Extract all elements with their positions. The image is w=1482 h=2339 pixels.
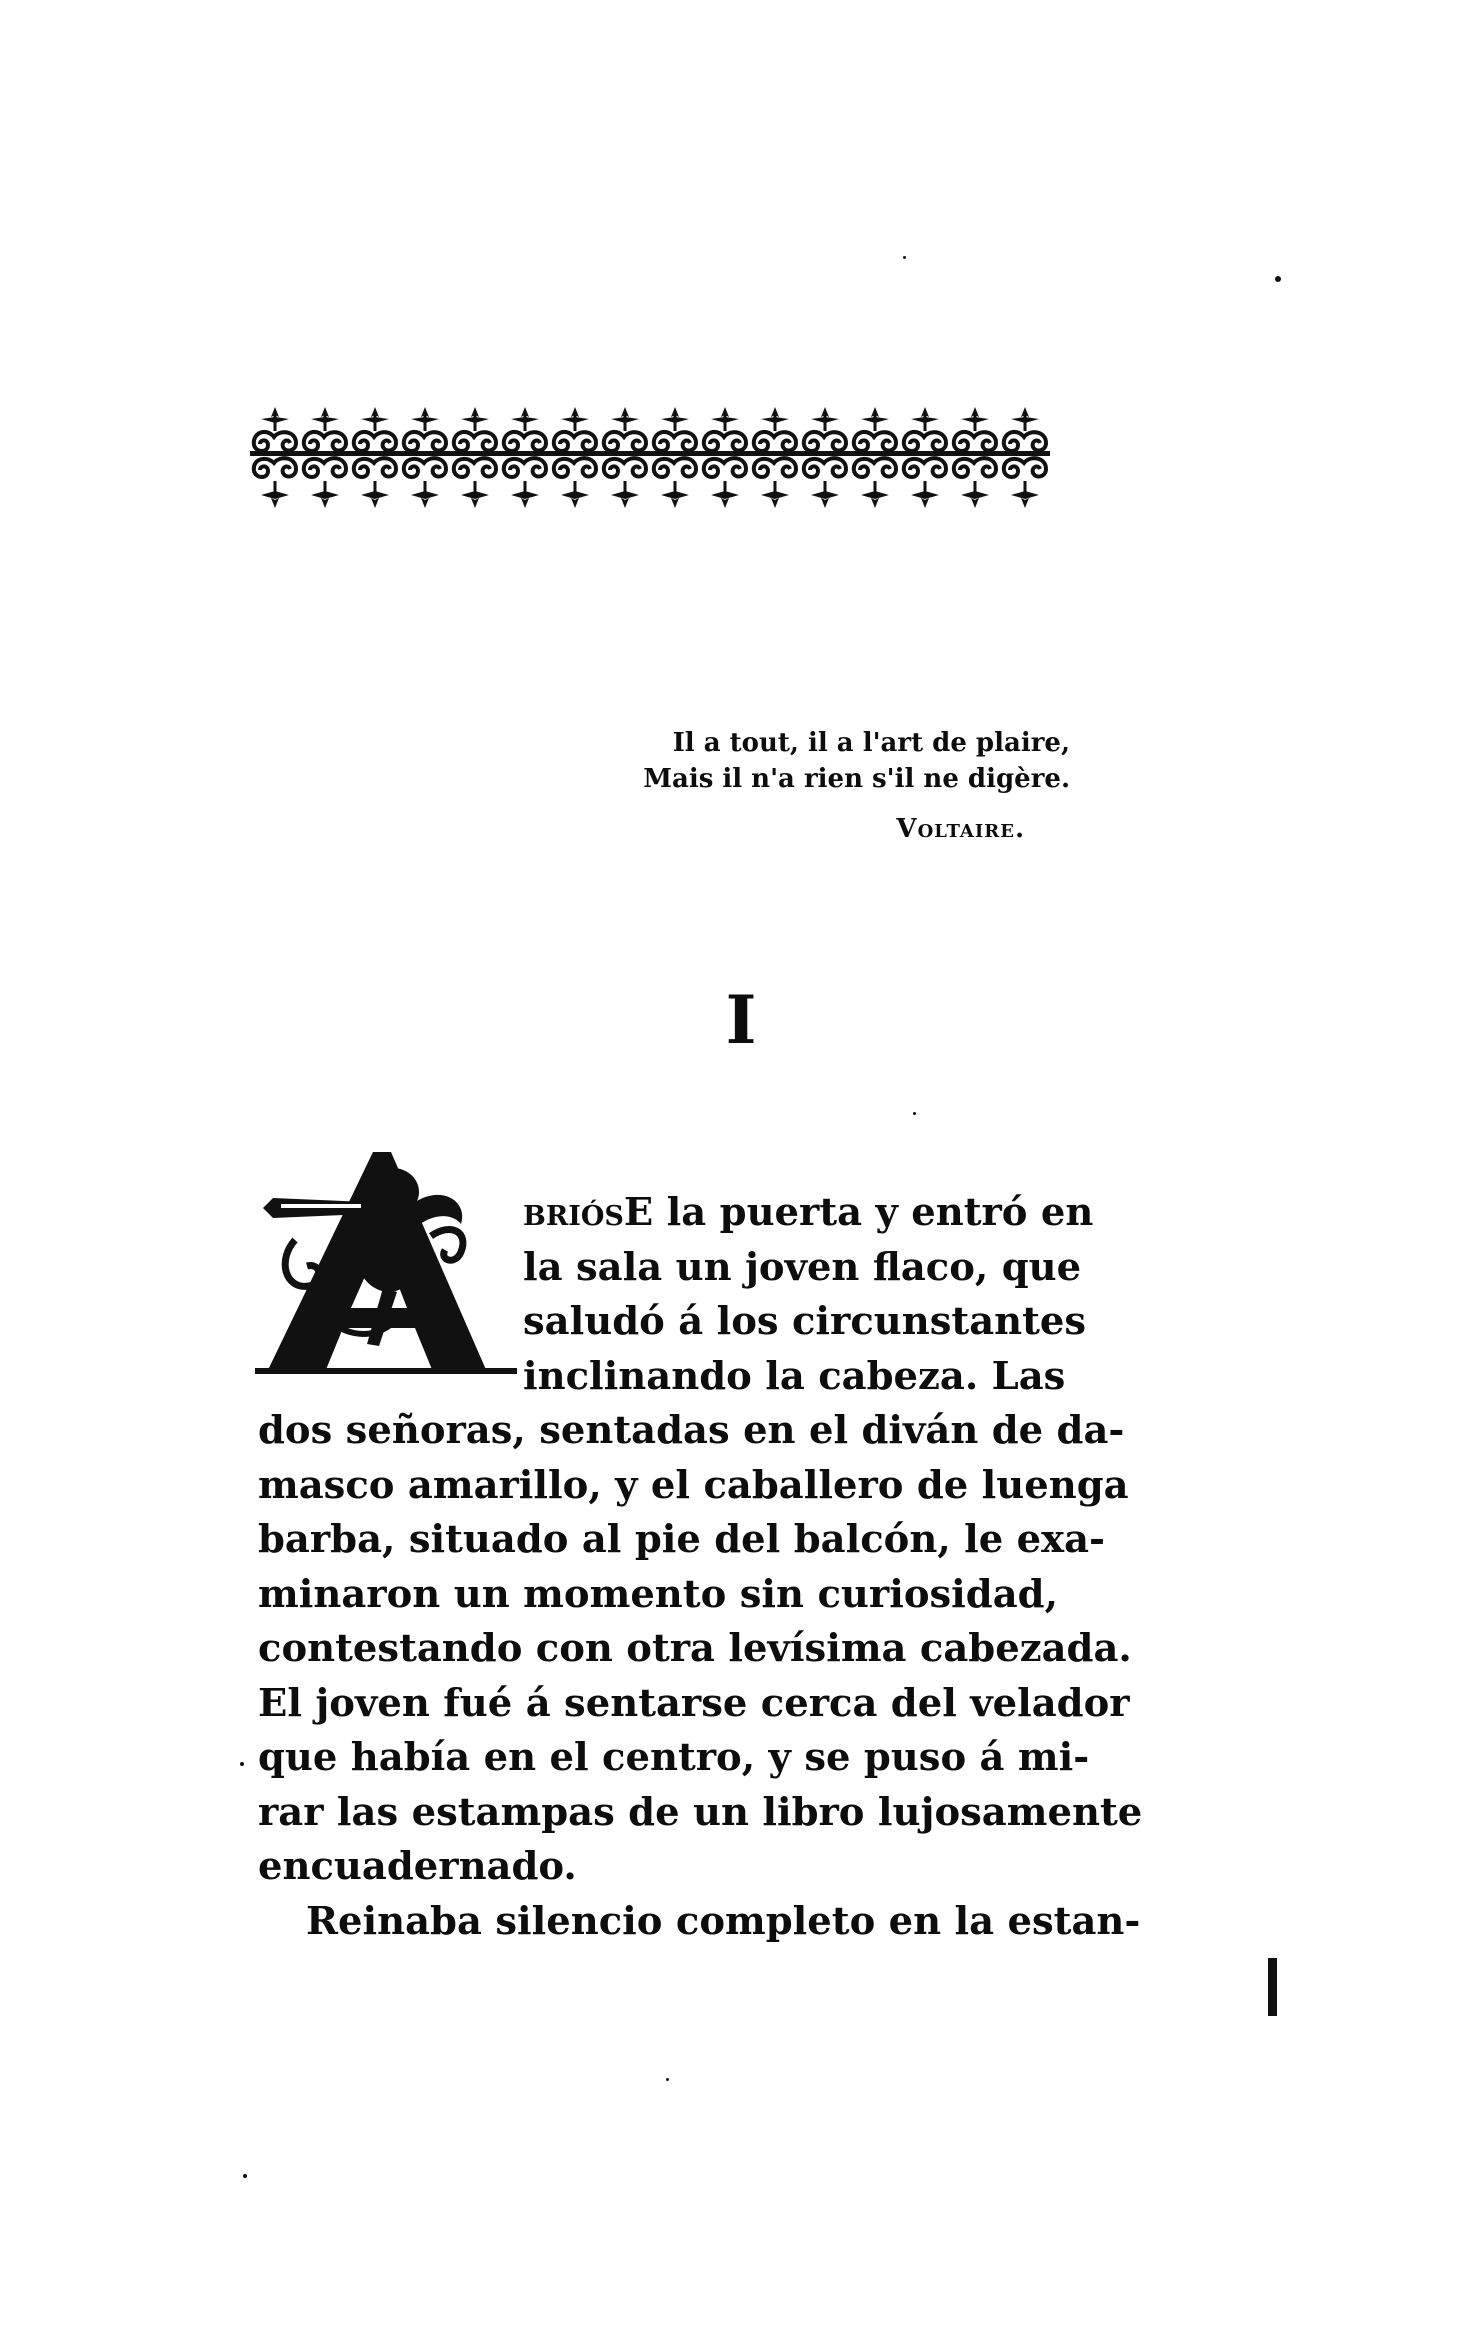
- text-line: encuadernado.: [258, 1844, 577, 1889]
- text-line: El joven fué á sentarse cerca del velador: [258, 1680, 1130, 1726]
- drop-cap-word-rest: briósE: [523, 1190, 654, 1235]
- scan-speck: [666, 2078, 669, 2081]
- text-line: contestando con otra levísima cabezada.: [258, 1626, 1132, 1671]
- body-text: [258, 1186, 1143, 1949]
- scan-speck: [903, 256, 906, 259]
- text-line: inclinando la cabeza. Las: [523, 1353, 1066, 1399]
- chapter-numeral: I: [725, 981, 757, 1059]
- epigraph: [600, 725, 1070, 847]
- scan-edge-mark: [1268, 1958, 1277, 2016]
- scan-speck: [913, 1112, 916, 1115]
- text-line: barba, situado al pie del balcón, le exa-: [258, 1517, 1106, 1562]
- text-line: saludó á los circunstantes: [523, 1299, 1087, 1344]
- ornamental-header-band: [250, 405, 1050, 510]
- epigraph-line: Il a tout, il a l'art de plaire,: [672, 728, 1070, 758]
- scan-speck: [243, 2174, 247, 2178]
- text-line-content: la puerta y entró en: [666, 1190, 1094, 1235]
- epigraph-attribution: Voltaire.: [896, 814, 1025, 844]
- text-line: dos señoras, sentadas en el diván de da-: [258, 1408, 1125, 1453]
- text-line: Reinaba silencio completo en la estan-: [306, 1898, 1141, 1944]
- text-line: [523, 1186, 1094, 1241]
- text-line: rar las estampas de un libro lujosamente: [258, 1789, 1143, 1835]
- epigraph-line: Mais il n'a rien s'il ne digère.: [643, 764, 1070, 794]
- scan-speck: [240, 1762, 244, 1766]
- text-line: la sala un joven flaco, que: [523, 1244, 1082, 1290]
- text-line: minaron un momento sin curiosidad,: [258, 1571, 1058, 1617]
- scan-speck: [1275, 276, 1281, 282]
- text-line: que había en el centro, y se puso á mi-: [258, 1735, 1090, 1780]
- text-line: masco amarillo, y el caballero de luenga: [258, 1462, 1129, 1508]
